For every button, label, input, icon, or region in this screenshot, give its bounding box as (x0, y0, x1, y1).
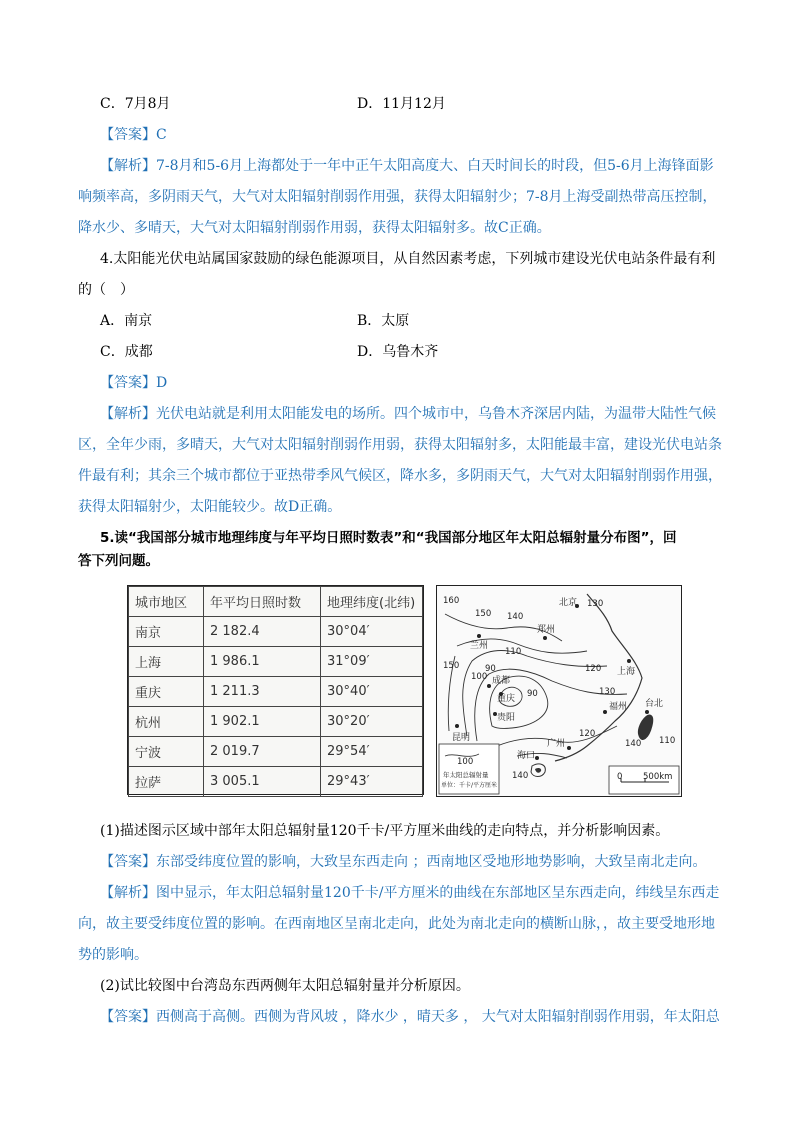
taiwan-island (638, 715, 653, 740)
table-row (129, 737, 423, 767)
contour-label: 100 (471, 672, 488, 682)
q3-analysis-line-1: 【解析】7-8月和5-6月上海都处于一年中正午太阳高度大、白天时间长的时段，但5-6月上海锋面影 (100, 158, 714, 174)
analysis-tag: 【解析】 (100, 885, 156, 901)
scale-zero: 0 (617, 772, 623, 782)
city-dot (487, 684, 491, 688)
q4-answer (100, 373, 730, 393)
table-cell: 30°04′ (321, 617, 423, 647)
table-header-cell: 城市地区 (129, 587, 204, 617)
table-cell: 杭州 (129, 707, 204, 737)
city-dot (627, 659, 631, 663)
q5-sub2-question: (2)试比较图中台湾岛东西两侧年太阳总辐射量并分析原因。 (100, 978, 470, 994)
contour-label: 110 (659, 736, 676, 746)
q5-sub1-question: (1)描述图示区域中部年太阳总辐射量120千卡/平方厘米曲线的走向特点，并分析影响因素。 (100, 823, 670, 839)
contour-label: 130 (587, 599, 604, 609)
city-label-chongqing: 重庆 (497, 694, 516, 704)
q4-option-a: A．南京 (100, 313, 153, 329)
answer-tag: 【答案】 (100, 127, 156, 143)
table-cell: 上海 (129, 647, 204, 677)
q4-analysis-line-1: 【解析】光伏电站就是利用太阳能发电的场所。四个城市中，乌鲁木齐深居内陆，为温带大陆性气候 (100, 406, 716, 422)
analysis-tag: 【解析】 (100, 158, 156, 174)
table-cell: 2 182.4 (204, 617, 321, 647)
contour-label: 90 (527, 689, 538, 699)
contour-label: 150 (475, 609, 492, 619)
answer-value: D (156, 375, 168, 391)
table-cell: 拉萨 (129, 767, 204, 797)
legend-title: 年太阳总辐射量 (443, 771, 489, 779)
q4-stem-line-2: 的（ ） (78, 282, 134, 298)
table-header-cell: 年平均日照时数 (204, 587, 321, 617)
contour-label: 120 (579, 729, 596, 739)
city-label-guiyang: 贵阳 (497, 713, 516, 723)
city-dot (477, 634, 481, 638)
solar-radiation-map (436, 585, 682, 797)
table-row (129, 677, 423, 707)
table-row (129, 707, 423, 737)
hainan-inner (535, 768, 541, 773)
coastline (555, 594, 642, 761)
q5-sub1-analysis-line-3: 势的影响。 (78, 947, 148, 963)
q5-sub1-answer: 【答案】东部受纬度位置的影响，大致呈东西走向 ；西南地区受地形地势影响，大致呈南北走向。 (100, 854, 707, 870)
table-cell: 29°43′ (321, 767, 423, 797)
q3-option-c: C．7月8月 (100, 96, 171, 112)
table-cell: 30°20′ (321, 707, 423, 737)
q4-analysis-line-4: 获得太阳辐射少，太阳能较少。故D正确。 (78, 499, 342, 515)
table-cell: 1 986.1 (204, 647, 321, 677)
city-label-taibei: 台北 (645, 699, 664, 709)
contour-label: 140 (625, 739, 642, 749)
city-dot (543, 636, 547, 640)
map-svg (437, 586, 681, 796)
answer-value: C (156, 127, 167, 143)
table-cell: 2 019.7 (204, 737, 321, 767)
q4-stem-line-1: 4.太阳能光伏电站属国家鼓励的绿色能源项目，从自然因素考虑，下列城市建设光伏电站条件最有利 (100, 251, 716, 267)
answer-tag: 【答案】 (100, 1009, 156, 1025)
analysis-tag: 【解析】 (100, 406, 156, 422)
city-label-haikou: 海口 (517, 751, 536, 761)
city-dot (567, 746, 571, 750)
table-cell: 31°09′ (321, 647, 423, 677)
contour-label: 140 (507, 612, 524, 622)
city-label-zhengzhou: 郑州 (537, 625, 556, 635)
q3-answer (100, 125, 730, 145)
table-cell: 30°40′ (321, 677, 423, 707)
city-label-fuzhou: 福州 (609, 702, 628, 712)
contour-label: 130 (599, 687, 616, 697)
contour-label: 90 (485, 664, 496, 674)
legend-unit: 单位：千卡/平方厘米 (441, 782, 498, 789)
table-row (129, 647, 423, 677)
legend-value: 100 (457, 757, 474, 767)
city-label-chengdu: 成都 (492, 676, 511, 686)
q4-analysis-line-2: 区，全年少雨，多晴天，大气对太阳辐射削弱作用弱，获得太阳辐射多，太阳能最丰富，建设光伏电站条 (78, 437, 722, 453)
city-dot (455, 724, 459, 728)
q3-analysis-line-2: 响频率高，多阴雨天气，大气对太阳辐射削弱作用强，获得太阳辐射少；7-8月上海受副热带高压控制， (78, 189, 717, 205)
city-dot (645, 710, 649, 714)
contour-label: 150 (443, 661, 460, 671)
table-cell: 3 005.1 (204, 767, 321, 797)
table-cell: 1 902.1 (204, 707, 321, 737)
table-row (129, 767, 423, 797)
table-cell: 重庆 (129, 677, 204, 707)
q5-stem-line-1: 5.读“我国部分城市地理纬度与年平均日照时数表”和“我国部分地区年太阳总辐射量分布图”，回 (100, 530, 677, 546)
answer-tag: 【答案】 (100, 375, 156, 391)
contour-label: 160 (443, 596, 460, 606)
city-dot (603, 710, 607, 714)
sunshine-latitude-table (127, 585, 424, 795)
city-label-beijing: 北京 (559, 598, 578, 608)
scale-label: 500km (643, 772, 673, 782)
table-cell: 南京 (129, 617, 204, 647)
q4-analysis-line-3: 件最有利；其余三个城市都位于亚热带季风气候区，降水多，多阴雨天气，大气对太阳辐射削弱作用强， (78, 468, 722, 484)
contour-label: 120 (585, 664, 602, 674)
city-label-lanzhou: 兰州 (470, 641, 489, 651)
q3-analysis-line-3: 降水少、多晴天，大气对太阳辐射削弱作用弱，获得太阳辐射多。故C正确。 (78, 220, 551, 236)
table-row (129, 617, 423, 647)
q5-sub1-analysis-line-1: 【解析】图中显示，年太阳总辐射量120千卡/平方厘米的曲线在东部地区呈东西走向，纬线呈东西走 (100, 885, 720, 901)
answer-tag: 【答案】 (100, 854, 156, 870)
q5-sub1-analysis-line-2: 向，故主要受纬度位置的影响。在西南地区呈南北走向，此处为南北走向的横断山脉，，故主要受地形地 (78, 916, 715, 932)
contour-label: 110 (505, 647, 522, 657)
table-header-cell: 地理纬度(北纬) (321, 587, 423, 617)
city-dot (535, 756, 539, 760)
table-header-row (129, 587, 423, 617)
table-cell: 宁波 (129, 737, 204, 767)
q4-option-b: B．太原 (357, 313, 410, 329)
city-label-kunming: 昆明 (452, 733, 471, 743)
q5-sub2-answer: 【答案】西侧高于高侧。西侧为背风坡 ，降水少 ，晴天多 ， 大气对太阳辐射削弱作用弱，年太阳总 (100, 1009, 720, 1025)
city-label-shanghai: 上海 (617, 667, 636, 677)
q5-stem-line-2: 答下列问题。 (78, 553, 159, 569)
q4-option-d: D．乌鲁木齐 (357, 344, 439, 360)
table-cell: 1 211.3 (204, 677, 321, 707)
q4-option-c: C．成都 (100, 344, 153, 360)
q3-option-d: D．11月12月 (357, 96, 446, 112)
contour-label: 140 (512, 771, 529, 781)
table-cell: 29°54′ (321, 737, 423, 767)
city-label-guangzhou: 广州 (547, 739, 566, 749)
